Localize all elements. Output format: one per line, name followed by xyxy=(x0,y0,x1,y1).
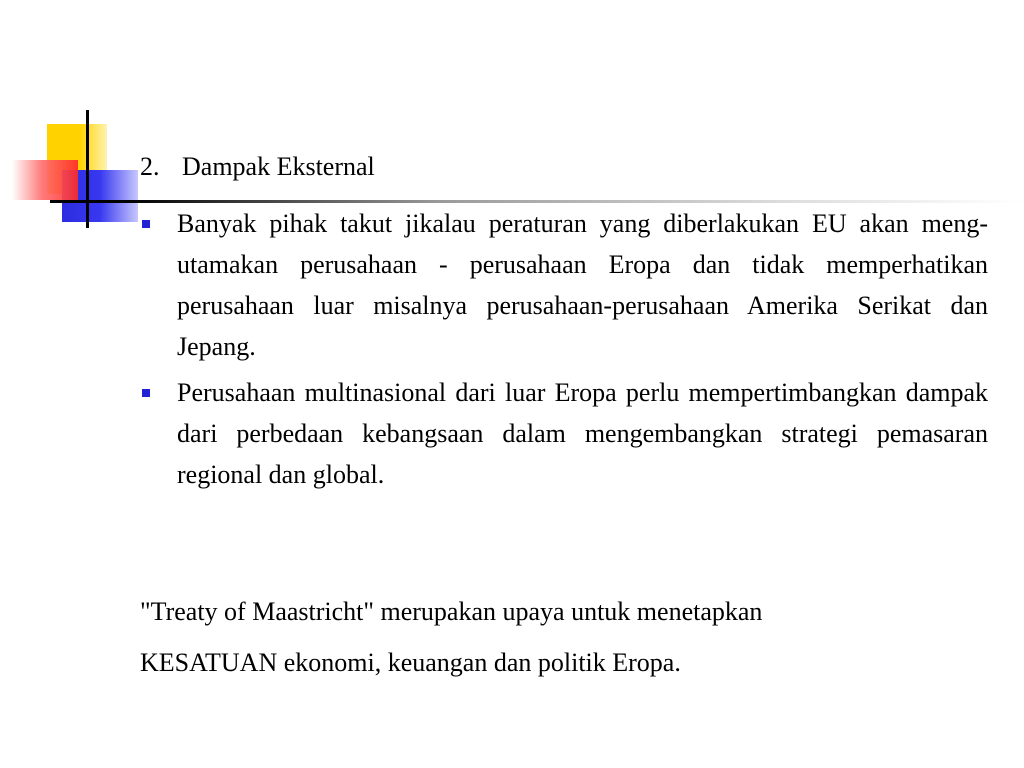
section-number: 2. xyxy=(140,152,160,181)
paragraph-line: KESATUAN ekonomi, keuangan dan politik Eropa. xyxy=(140,648,681,677)
square-bullet-icon xyxy=(142,389,150,397)
section-title: Dampak Eksternal xyxy=(182,152,375,181)
bullet-text: Banyak pihak takut jikalau peraturan yang diberlakukan EU akan meng-utamakan perusahaan - perusahaan Eropa dan tidak memperhatikan perusahaan luar misalnya perusahaan-perusahaan Amerika Serikat dan Jepang. xyxy=(177,209,988,361)
section-heading xyxy=(140,150,375,184)
bullet-item xyxy=(140,203,988,367)
paragraph-line: "Treaty of Maastricht" merupakan upaya untuk menetapkan xyxy=(140,597,763,626)
bullet-text: Perusahaan multinasional dari luar Eropa perlu mempertimbangkan dampak dari perbedaan kebangsaan dalam mengembangkan strategi pemasaran regional dan global. xyxy=(177,378,988,489)
square-bullet-icon xyxy=(142,220,150,228)
bullet-item xyxy=(140,372,988,495)
decorative-red-square xyxy=(12,160,78,200)
decorative-vertical-line xyxy=(86,110,89,228)
bullet-list xyxy=(140,203,988,500)
